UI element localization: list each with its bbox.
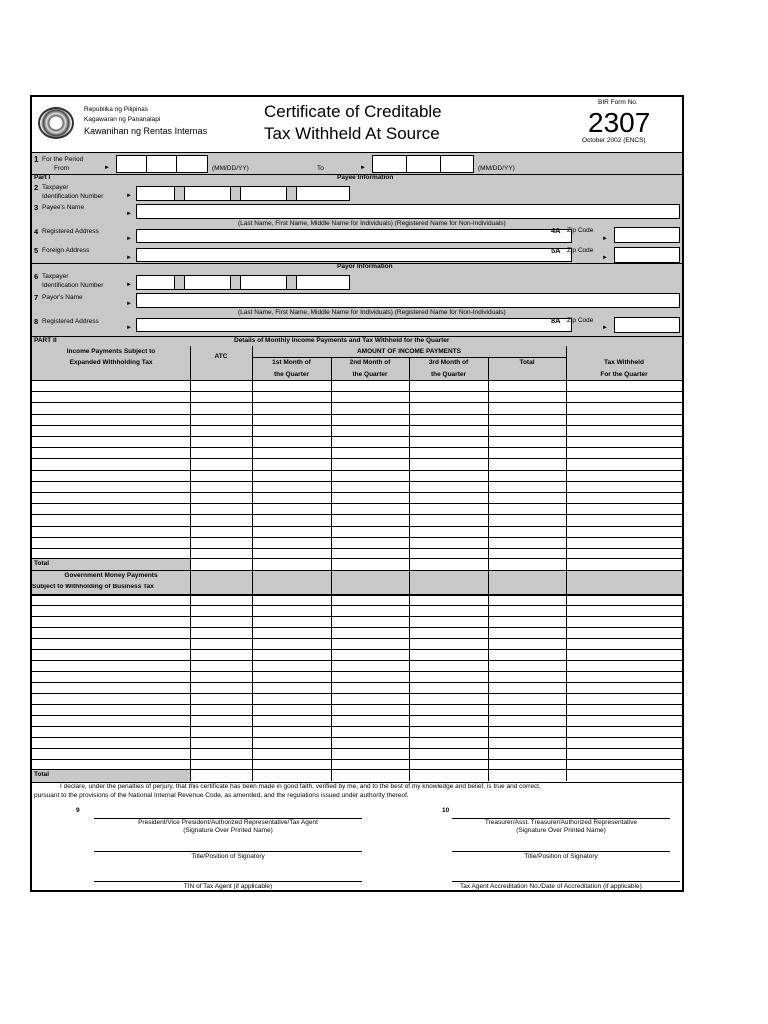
col-atc: ATC [214,353,228,360]
republic-text: Republika ng Pilipinas [84,106,148,113]
table-row[interactable] [32,605,682,606]
col-income-line1: Income Payments Subject to [66,348,156,355]
table2-total-row [32,769,682,783]
payee-reg-label: Registered Address [42,228,99,235]
sig-line-left3[interactable] [94,881,362,882]
payee-foreign-num: 5 [34,246,39,255]
table1-total-label: Total [34,560,50,567]
table-row[interactable] [32,737,682,738]
sig-line-left2[interactable] [94,851,362,852]
period-row: 1 For the Period From ► (MM/DD/YY) To ► (MM/DD/YY) [32,152,682,175]
sig-left3-title: TIN of Tax Agent (if applicable) [183,883,273,890]
payor-title: Payor Information [337,263,393,270]
form-edition: October 2002 (ENCS) [582,137,646,144]
payee-foreign-address-input[interactable] [136,248,572,262]
table-row[interactable] [32,638,682,639]
amount-header: AMOUNT OF INCOME PAYMENTS [356,348,461,355]
table-row[interactable] [32,693,682,694]
table-row[interactable] [32,503,682,504]
payee-name-label: Payee's Name [42,204,85,211]
col-m1-line2: the Quarter [273,371,310,378]
declaration-line2: pursuant to the provisions of the National Internal Revenue Code, as amended, and the regulations issued under authority thereof. [34,792,409,799]
payor-tin-label2: Identification Number [42,282,104,289]
sig-num10: 10 [442,807,450,814]
period-from-label: From [54,165,70,172]
col-total: Total [519,359,535,366]
table-row[interactable] [32,492,682,493]
sig-left2-title: Title/Position of Signatory [191,853,265,860]
table-row[interactable] [32,682,682,683]
table-row[interactable] [32,671,682,672]
payee-section: 2 Taxpayer Identification Number ► 3 Payee's Name ► (Last Name, First Name, Middle Name for Individuals) (Registered Name for Non-Individuals) 4 Registered Address ► 4A Zip Code ► 5 Foreign Address ► 5A Zip Code ► [32,183,682,271]
form-no-label: BIR Form No. [598,99,638,106]
payor-section: 6 Taxpayer Identification Number ► 7 Payor's Name ► (Last Name, First Name, Middle Name for Individuals) (Registered Name for Non-Individuals) 8 Registered Address ► 8A Zip Code ► [32,272,682,336]
period-num: 1 [34,155,39,164]
period-to-input[interactable] [372,155,474,173]
table-row[interactable] [32,759,682,760]
table-row[interactable] [32,526,682,527]
col-m2-line1: 2nd Month of [349,359,391,366]
sig-line-right3[interactable] [452,881,680,882]
payee-tin-num: 2 [34,183,39,192]
table-row[interactable] [32,414,682,415]
payee-reg-num: 4 [34,227,39,236]
payee-fzip-label: Zip Code [567,247,594,254]
payee-zip-label: Zip Code [567,227,594,234]
table-row[interactable] [32,481,682,482]
table-row[interactable] [32,704,682,705]
part1-title: Payee Information [337,174,394,181]
table-row[interactable] [32,726,682,727]
period-from-input[interactable] [116,155,208,173]
payor-name-label: Payor's Name [42,294,83,301]
col-m2-line2: the Quarter [352,371,388,378]
gov-payments-line2: Subject to Withholding of Business Tax [32,584,154,590]
payee-zip-num: 4A [551,226,561,235]
payor-tin-input[interactable] [136,275,350,290]
payor-zip-label: Zip Code [567,317,594,324]
table-row[interactable] [32,715,682,716]
payor-name-num: 7 [34,293,39,302]
payor-tin-num: 6 [34,272,39,281]
bir-form-2307 [30,95,684,892]
payee-foreign-label: Foreign Address [42,247,90,254]
period-format2: (MM/DD/YY) [478,165,515,172]
sig-left1-sub: (Signature Over Printed Name) [183,827,273,834]
form-title-line2: Tax Withheld At Source [264,124,440,143]
payee-tin-label1: Taxpayer [42,184,69,191]
table-row[interactable] [32,627,682,628]
part1-label: Part I [34,174,51,181]
table2-body [32,594,682,769]
payee-reg-address-input[interactable] [136,226,572,243]
sig-right3-title: Tax Agent Accreditation No./Date of Accreditation (if applicable) [460,883,642,890]
payee-fzip-num: 5A [551,246,561,255]
department-text: Kagawaran ng Pananalapi [84,116,161,123]
payor-zip-num: 8A [551,316,561,325]
payee-tin-label2: Identification Number [42,193,104,200]
col-income-line2: Expanded Withholding Tax [69,359,153,366]
payor-reg-num: 8 [34,317,39,326]
col-m1-line1: 1st Month of [272,359,311,366]
period-format1: (MM/DD/YY) [212,165,249,172]
table-row[interactable] [32,548,682,549]
table-row[interactable] [32,594,682,595]
col-m3-line1: 3rd Month of [428,359,469,366]
col-tax-withheld-line2: For the Quarter [600,371,648,378]
form-number: 2307 [588,107,651,138]
bureau-text: Kawanihan ng Rentas Internas [84,126,208,136]
table-row[interactable] [32,514,682,515]
period-label: For the Period [42,156,84,163]
table-row[interactable] [32,470,682,471]
gov-payments-line1: Government Money Payments [64,572,158,579]
table-row[interactable] [32,537,682,538]
col-tax-withheld-line1: Tax Withheld [604,359,644,366]
sig-left1-title: President/Vice President/Authorized Representative/Tax Agent [138,819,318,826]
table-row[interactable] [32,436,682,437]
payee-name-num: 3 [34,203,39,212]
table-row[interactable] [32,425,682,426]
payor-zip-input[interactable] [614,317,680,333]
part2-label: PART II [34,337,57,344]
payor-reg-address-input[interactable] [136,318,572,332]
table1-body [32,380,682,558]
sig-right2-title: Title/Position of Signatory [524,853,598,860]
payee-zip-input[interactable] [614,227,680,243]
table-row[interactable] [32,458,682,459]
table1-header [32,346,682,381]
table-row[interactable] [32,649,682,650]
form-title-line1: Certificate of Creditable [264,102,442,121]
table-row[interactable] [32,748,682,749]
payor-tin-label1: Taxpayer [42,273,69,280]
table-row[interactable] [32,391,682,392]
table-row[interactable] [32,616,682,617]
part2-title: Details of Monthly Income Payments and Tax Withheld for the Quarter [234,337,450,344]
table-row[interactable] [32,447,682,448]
period-to-label: To [317,165,324,172]
col-m3-line2: the Quarter [430,371,467,378]
payee-fzip-input[interactable] [614,247,680,263]
sig-right1-sub: (Signature Over Printed Name) [516,827,606,834]
table-row[interactable] [32,380,682,381]
payor-reg-label: Registered Address [42,318,99,325]
table-row[interactable] [32,402,682,403]
declaration-line1: I declare, under the penalties of perjury, that this certificate has been made in good faith, verified by me, and to the best of my knowledge and belief, is true and correct, [60,783,541,790]
gov-payments-header [32,570,682,596]
bir-seal-icon [38,107,74,139]
payee-name-note: (Last Name, First Name, Middle Name for Individuals) (Registered Name for Non-Individuals) [238,220,506,227]
table2-total-label: Total [34,771,50,778]
payor-name-input[interactable] [136,293,680,308]
table-row[interactable] [32,660,682,661]
payor-name-note: (Last Name, First Name, Middle Name for Individuals) (Registered Name for Non-Individuals) [238,309,506,316]
sig-line-right2[interactable] [452,851,670,852]
sig-num9: 9 [76,807,80,814]
sig-right1-title: Treasurer/Asst. Treasurer/Authorized Representative [484,819,638,826]
payee-name-input[interactable] [136,204,680,219]
payee-tin-input[interactable] [136,186,350,201]
